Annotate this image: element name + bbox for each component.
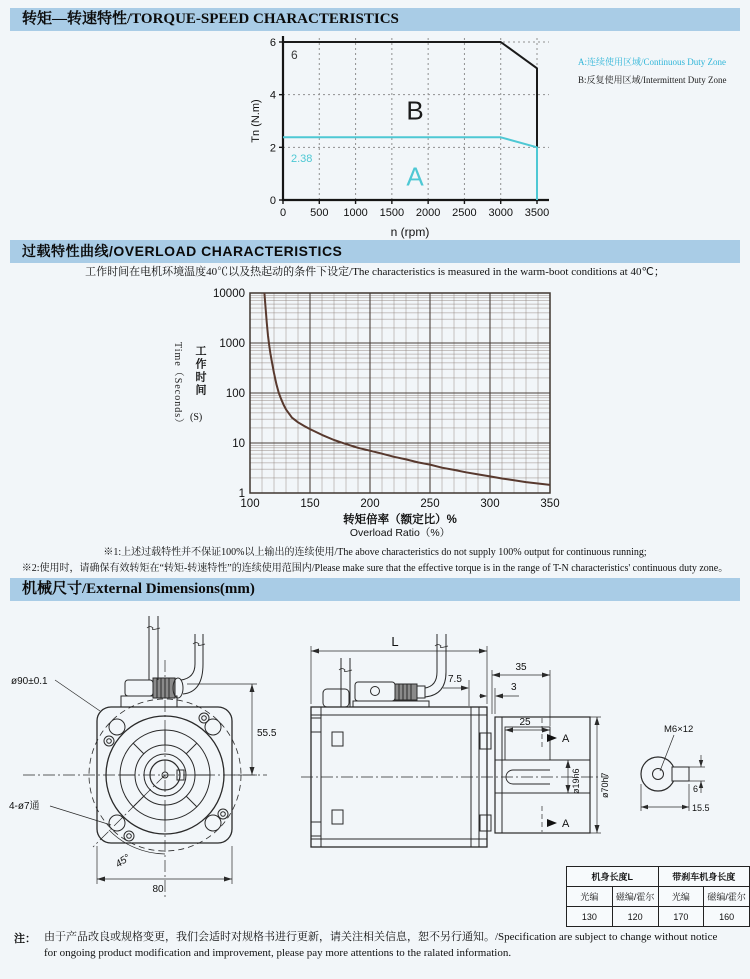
section-marks xyxy=(542,718,557,832)
overload-note-1: ※1:上述过载特性并不保证100%以上输出的连续使用/The above characteristics do not supply 100% output for continuous running; xyxy=(103,547,647,558)
dim-shaft-dia-label: ø19h6 xyxy=(571,768,581,794)
dim-step2-label: 3 xyxy=(511,682,517,693)
side-detail-bottom xyxy=(332,810,343,824)
dim-pilot-dia-label: ø70h7 xyxy=(600,772,610,798)
ol-xlabel-cn: 转矩倍率（额定比）% xyxy=(343,514,457,526)
ts-x-tick-label: 2000 xyxy=(415,207,441,219)
section-label-top: A xyxy=(562,733,570,745)
dim-shaft-len-label: 35 xyxy=(515,662,527,673)
section-header-dimensions: 机械尺寸/External Dimensions(mm) xyxy=(10,578,740,601)
mounting-holes xyxy=(104,713,228,841)
dim-key-width-label: 6 xyxy=(693,784,699,794)
ts-x-tick-label: 2500 xyxy=(452,207,477,219)
torque-speed-chart xyxy=(247,30,577,242)
shaft-end-view-drawing xyxy=(610,718,745,833)
table-sub-header: 磁编/霍尔 xyxy=(704,887,750,907)
ol-x-tick-label: 100 xyxy=(240,498,260,510)
ts-annotation: A xyxy=(406,161,424,192)
motor-front-view-drawing xyxy=(5,608,295,908)
dim-length-label: L xyxy=(391,634,399,649)
ol-y-tick-label: 1000 xyxy=(219,338,245,350)
overload-chart xyxy=(204,287,564,537)
table-sub-header: 光编 xyxy=(658,887,704,907)
ts-y-tick-label: 6 xyxy=(269,37,276,49)
ol-x-tick-label: 250 xyxy=(420,498,440,510)
ts-xlabel: n (rpm) xyxy=(390,225,430,239)
ol-y-tick-label: 1 xyxy=(238,488,245,500)
dim-holes-leader xyxy=(50,806,111,825)
ts-y-tick-label: 4 xyxy=(269,89,276,102)
ts-annotation: B xyxy=(406,95,424,126)
dim-keyway-label: 25 xyxy=(519,717,531,728)
ts-x-tick-label: 500 xyxy=(310,207,329,219)
side-bolt-tab-bottom xyxy=(311,822,321,836)
ts-x-tick-label: 3000 xyxy=(488,207,513,219)
dim-bolt-circle-label: ø90±0.1 xyxy=(11,676,48,687)
ol-y-tick-label: 10 xyxy=(232,438,245,450)
overload-note-2: ※2:使用时，请确保有效转矩在“转矩-转速特性”的连续使用范围内/Please make sure that the effective torque is in the range of T-N characteristics' continuous duty zone。 xyxy=(21,563,729,574)
ol-x-tick-label: 200 xyxy=(360,498,380,510)
dim-angle-label: 45° xyxy=(113,852,133,871)
section-header-overload: 过载特性曲线/OVERLOAD CHARACTERISTICS xyxy=(10,240,740,263)
flange-clip-top xyxy=(480,733,491,749)
legend-continuous-duty: A:连续使用区域/Continuous Duty Zone xyxy=(578,57,726,67)
dim-step1-label: 7.5 xyxy=(448,674,462,685)
table-value: 170 xyxy=(658,907,704,927)
dim-keyway-lines xyxy=(505,728,550,733)
table-group-header-brake: 带刹车机身长度 xyxy=(658,867,750,887)
dim-holes-label: 4-ø7通 xyxy=(9,801,40,812)
ts-x-tick-label: 1000 xyxy=(343,207,368,219)
ol-x-tick-label: 300 xyxy=(480,498,500,510)
table-sub-header: 光编 xyxy=(567,887,613,907)
side-bolt-tab-top xyxy=(311,718,321,732)
ts-x-tick-label: 3500 xyxy=(524,207,550,219)
dim-height-label: 55.5 xyxy=(257,728,277,739)
footer-note-line1: 由于产品改良或规格变更，我们会适时对规格书进行更新，请关注相关信息，恕不另行通知。/Specification are subject to change without notice xyxy=(44,931,718,943)
overload-ylabel-en: Time（Seconds） xyxy=(172,342,183,430)
dim-width-label: 80 xyxy=(152,884,164,895)
dim-shaft-dia-lines xyxy=(566,760,571,793)
dim-tap-label: M6×12 xyxy=(664,724,694,735)
overload-test-condition: 工作时间在电机环境温度40℃以及热起动的条件下设定/The characteristics is measured in the warm-boot conditions at 40℃； xyxy=(85,266,665,278)
table-sub-header: 磁编/霍尔 xyxy=(612,887,658,907)
ts-x-tick-label: 0 xyxy=(279,207,287,219)
table-group-header-plain: 机身长度L xyxy=(567,867,659,887)
section-label-bottom: A xyxy=(562,818,570,830)
ts-x-tick-label: 1500 xyxy=(379,207,405,219)
side-detail-top xyxy=(332,732,343,746)
ts-y-tick-label: 2 xyxy=(269,142,276,155)
connector-assembly xyxy=(121,616,205,707)
table-value: 120 xyxy=(612,907,658,927)
ol-xlabel-en: Overload Ratio（%） xyxy=(349,527,451,537)
overload-ylabel-unit: (S) xyxy=(190,412,203,423)
ol-y-tick-label: 100 xyxy=(225,388,245,400)
table-value: 130 xyxy=(567,907,613,927)
tap-hole xyxy=(653,769,664,780)
side-connector-assembly xyxy=(323,634,448,707)
ol-y-tick-label: 10000 xyxy=(213,288,245,300)
body-length-table xyxy=(566,866,750,927)
ol-x-tick-label: 150 xyxy=(300,498,320,510)
footer-note xyxy=(14,930,738,962)
footer-note-line2: for ongoing product modification and improvement, please pay more attentions to the ralated information. xyxy=(44,946,512,959)
table-value: 160 xyxy=(704,907,750,927)
ol-curve xyxy=(264,293,550,485)
tap-leader xyxy=(660,735,674,771)
ts-annotation: 6 xyxy=(290,48,298,63)
dim-bolt-circle-leader xyxy=(55,680,100,711)
section-header-torque-speed: 转矩—转速特性/TORQUE-SPEED CHARACTERISTICS xyxy=(10,8,740,31)
footer-note-text xyxy=(44,930,738,962)
shaft-end-circle xyxy=(641,757,675,791)
footer-note-label: 注： xyxy=(14,933,36,945)
flange-clip-bottom xyxy=(480,815,491,831)
ol-x-tick-label: 350 xyxy=(540,498,560,510)
ts-ylabel: Tn (N.m) xyxy=(250,99,262,143)
overload-ylabel-cn: 工作时间 xyxy=(194,345,206,397)
legend-intermittent-duty: B:反复使用区域/Intermittent Duty Zone xyxy=(578,75,727,85)
ts-y-tick-label: 0 xyxy=(269,195,276,207)
dim-key-offset-label: 15.5 xyxy=(692,803,710,813)
ts-annotation: 2.38 xyxy=(290,152,313,165)
shaft-end-keyway xyxy=(672,767,689,781)
